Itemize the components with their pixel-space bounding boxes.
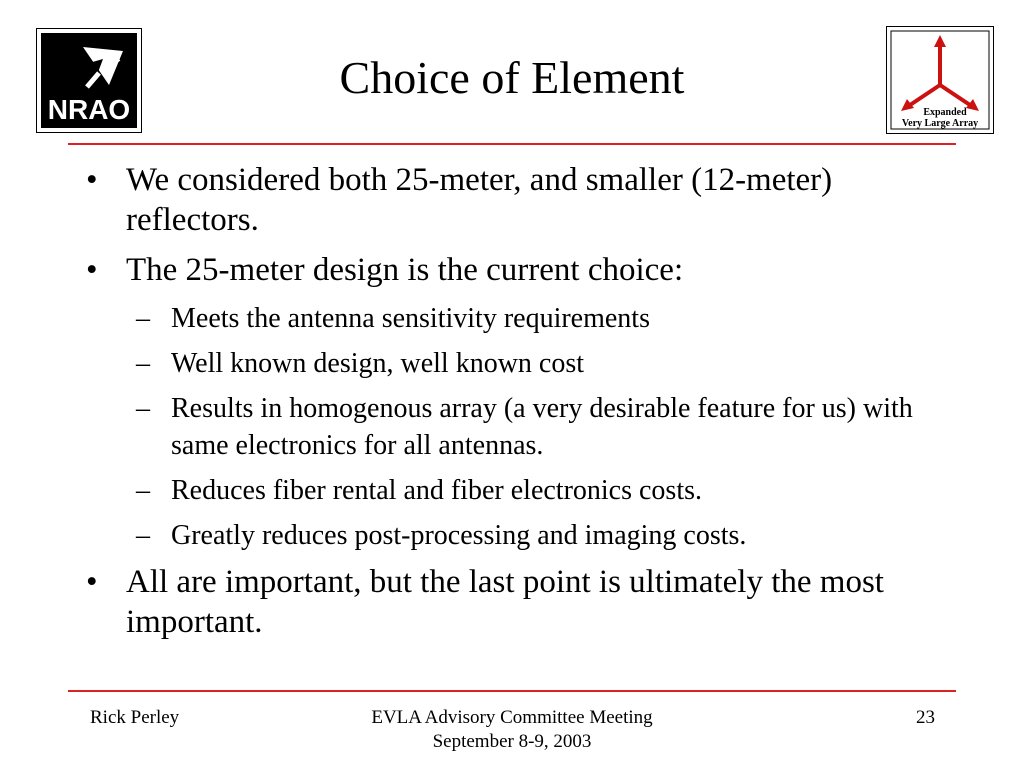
bullet-mark: • xyxy=(86,162,98,198)
nrao-logo xyxy=(36,28,142,133)
sub-bullet-text: Well known design, well known cost xyxy=(171,348,585,379)
sub-bullet-text: Results in homogenous array (a very desirable feature for us) with same electronics for all antennas. xyxy=(171,393,913,461)
bullet-mark: • xyxy=(86,252,98,288)
sub-bullet-text: Greatly reduces post-processing and imaging costs. xyxy=(171,520,747,551)
footer-meeting-date: September 8-9, 2003 xyxy=(432,731,592,752)
title-divider xyxy=(68,143,956,145)
sub-bullet-item xyxy=(86,472,916,509)
evla-arrows-logo-icon xyxy=(887,27,993,133)
bullet-text: The 25-meter design is the current choice: xyxy=(126,252,684,288)
footer-divider xyxy=(68,690,956,692)
sub-bullet-mark: – xyxy=(136,475,150,506)
bullet-text: All are important, but the last point is ultimately the most important. xyxy=(126,564,884,640)
svg-text:Very Large Array: Very Large Array xyxy=(901,118,979,129)
sub-bullet-item xyxy=(86,390,916,464)
bullet-list xyxy=(86,160,916,652)
bullet-item xyxy=(86,160,916,240)
nrao-telescope-logo-icon xyxy=(37,29,141,132)
slide-title: Choice of Element xyxy=(339,52,685,103)
sub-bullet-mark: – xyxy=(136,303,150,334)
svg-text:Expanded: Expanded xyxy=(923,107,967,118)
bullet-item xyxy=(86,250,916,290)
sub-bullet-mark: – xyxy=(136,393,150,424)
sub-bullet-mark: – xyxy=(136,520,150,551)
bullet-text: We considered both 25-meter, and smaller (12-meter) reflectors. xyxy=(126,162,833,238)
sub-bullet-item xyxy=(86,345,916,382)
svg-text:NRAO: NRAO xyxy=(47,94,131,125)
footer-page-number: 23 xyxy=(916,707,935,728)
footer-meeting xyxy=(312,706,712,754)
bullet-item xyxy=(86,562,916,642)
sub-bullet-text: Meets the antenna sensitivity requirements xyxy=(171,303,650,334)
evla-logo xyxy=(886,26,994,134)
bullet-mark: • xyxy=(86,564,98,600)
sub-bullet-mark: – xyxy=(136,348,150,379)
sub-bullet-item xyxy=(86,300,916,337)
footer-meeting-name: EVLA Advisory Committee Meeting xyxy=(371,707,653,728)
sub-bullet-item xyxy=(86,517,916,554)
footer-author: Rick Perley xyxy=(90,707,180,728)
sub-bullet-text: Reduces fiber rental and fiber electronics costs. xyxy=(171,475,703,506)
